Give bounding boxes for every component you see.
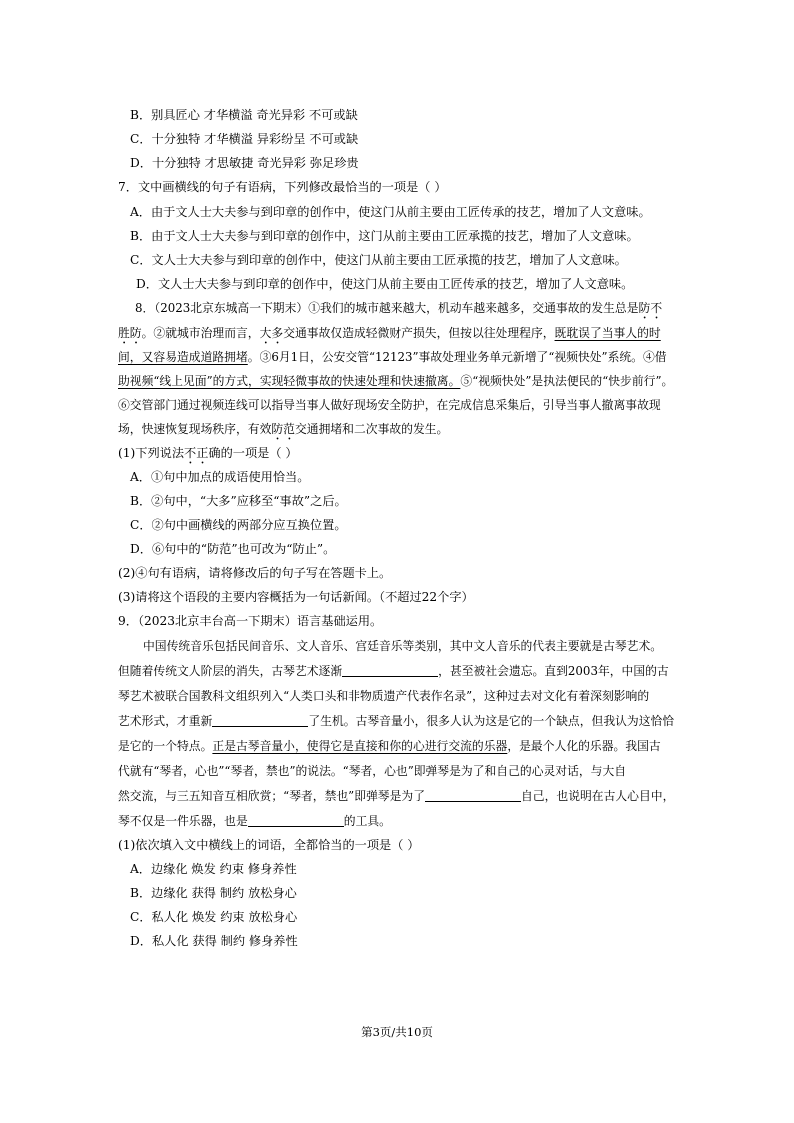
q9-passage-line-3: 琴艺术被联合国教科文组织列入“人类口头和非物质遗产代表作名录”，这种过去对文化有着深刻影响的 (118, 689, 650, 703)
q9-passage-line-6: 代就有“琴者，心也”“琴者，禁也”的说法。“琴者，心也”即弹琴是为了和自己的心灵对话，与大自 (118, 764, 627, 778)
q8-option-d: D．⑥句中的“防范”也可改为“防止”。 (130, 542, 336, 556)
q9-option-b: B．边缘化 获得 制约 放松身心 (130, 886, 297, 900)
q8-sub2: (2)④句有语病，请将修改后的句子写在答题卡上。 (118, 566, 392, 580)
q9-sub1-stem: (1)依次填入文中横线上的词语，全都恰当的一项是（ ） (118, 838, 420, 852)
q9-passage-line-7: 然交流，与三五知音互相欣赏；“琴者，禁也”即弹琴是为了 自己，也说明在古人心目中， (118, 789, 675, 803)
q9-underlined-sentence: 正是古琴音量小，使得它是直接和你的心进行交流的乐器 (212, 739, 508, 753)
q9-blank-1 (342, 662, 438, 677)
q8-passage-line-4: 助视频“线上见面”的方式，实现轻微事故的快速处理和快速撤离。⑤“视频快处”是执法便民的“快步前行”。 (118, 374, 674, 388)
q8-dotted-dada: 大多 (259, 326, 284, 340)
q9-option-a: A．边缘化 焕发 约束 修身养性 (130, 862, 297, 876)
q6-option-b: B．别具匠心 才华横溢 奇光异彩 不可或缺 (130, 108, 358, 122)
q8-passage-line-2: 胜防。②就城市治理而言，大多交通事故仅造成轻微财产损失，但按以往处理程序，既耽误了当事人的时 (118, 326, 661, 340)
page-footer: 第3页/共10页 (361, 1025, 433, 1039)
q9-stem: 9．（2023北京丰台高一下期末）语言基础运用。 (118, 614, 383, 628)
q7-stem: 7．文中画横线的句子有语病，下列修改最恰当的一项是（ ） (118, 180, 447, 194)
q8-option-b: B．②句中，“大多”应移至“事故”之后。 (130, 494, 347, 508)
q9-option-d: D．私人化 获得 制约 修身养性 (130, 934, 298, 948)
q8-option-a: A．①句中加点的成语使用恰当。 (130, 470, 310, 484)
q8-passage-line-6: 场，快速恢复现场秩序，有效防范交通拥堵和二次事故的发生。 (118, 422, 449, 436)
q7-option-c: C．文人士大夫参与到印章的创作中，使这门从前主要由工匠承揽的技艺，增加了人文意味。 (130, 253, 627, 267)
q8-option-c: C．②句中画横线的两部分应互换位置。 (130, 518, 347, 532)
q7-option-b: B．由于文人士大夫参与到印章的创作中，这门从前主要由工匠承揽的技艺，增加了人文意味。 (130, 229, 639, 243)
q8-sub3: (3)请将这个语段的主要内容概括为一句话新闻。（不超过22个字） (118, 590, 474, 604)
q9-passage-line-4: 艺术形式，才重新 了生机。古琴音量小，很多人认为这是它的一个缺点，但我认为这恰恰 (118, 714, 675, 728)
q9-blank-2 (212, 712, 308, 727)
q8-sub1-stem: (1)下列说法不正确的一项是（ ） (118, 446, 298, 460)
q8-passage-line-1: 8．（2023北京东城高一下期末）①我们的城市越来越大，机动车越来越多，交通事故的发生总是防不 (135, 301, 663, 315)
q8-passage-line-5: ⑥交管部门通过视频连线可以指导当事人做好现场安全防护，在完成信息采集后，引导当事人撤离事故现 (118, 398, 661, 412)
q9-blank-3 (425, 787, 521, 802)
q6-option-c: C．十分独特 才华横溢 异彩纷呈 不可或缺 (130, 132, 359, 146)
q7-option-a: A．由于文人士大夫参与到印章的创作中，使这门从前主要由工匠传承的技艺，增加了人文意味。 (130, 205, 651, 219)
q8-underlined-sentence-4: 助视频“线上见面”的方式，实现轻微事故的快速处理和快速撤离。 (118, 374, 461, 388)
q9-blank-4 (248, 812, 344, 827)
q8-dotted-fangfan: 防范 (271, 422, 295, 436)
q8-passage-line-3: 间，又容易造成道路拥堵。③6月1日，公安交管“12123”事故处理业务单元新增了“视频快处”系统。④借 (118, 350, 667, 364)
q9-passage-line-5: 是它的一个特点。正是古琴音量小，使得它是直接和你的心进行交流的乐器，是最个人化的乐器。我国古 (118, 739, 661, 753)
q9-passage-line-1: 中国传统音乐包括民间音乐、文人音乐、宫廷音乐等类别，其中文人音乐的代表主要就是古琴艺术。 (143, 639, 663, 653)
q9-passage-line-2: 但随着传统文人阶层的消失，古琴艺术逐渐 ，甚至被社会遗忘。直到2003年，中国的古 (118, 664, 669, 678)
q9-passage-line-8: 琴不仅是一件乐器，也是 的工具。 (118, 814, 391, 828)
q7-option-d: D．文人士大夫参与到印章的创作中，使这门从前主要由工匠传承的技艺，增加了人文意味。 (136, 277, 634, 291)
q8-underlined-part-1: 既耽误了当事人的时 (554, 326, 661, 340)
q8-underlined-part-2: 间，又容易造成道路拥堵 (118, 350, 248, 364)
q6-option-d: D．十分独特 才思敏捷 奇光异彩 弥足珍贵 (130, 156, 359, 170)
q8-dotted-idiom-part: 防不 (638, 301, 663, 315)
q9-option-c: C．私人化 焕发 约束 放松身心 (130, 910, 298, 924)
